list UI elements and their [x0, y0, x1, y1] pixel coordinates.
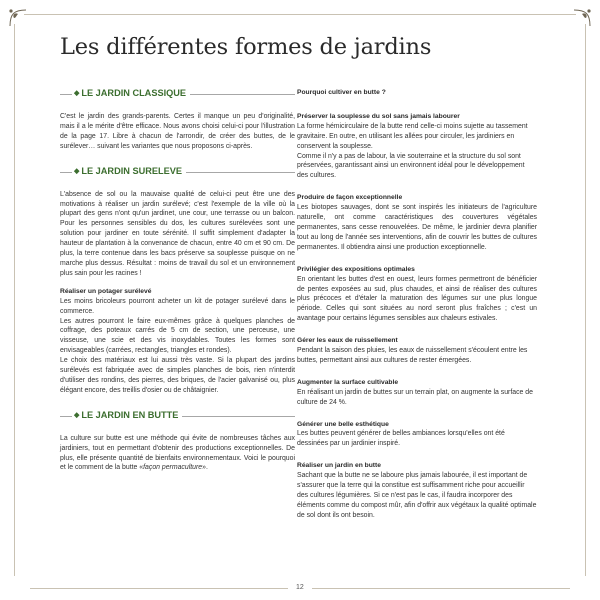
paragraph: La forme hémicirculaire de la butte rend celle-ci moins sujette au tassement gravitaire. En outre, en utilisant les allées pour circuler, les jardiniers en conservent la souplesse.: [297, 122, 528, 150]
item-title: Gérer les eaux de ruissellement: [297, 337, 398, 345]
paragraph: En réalisant un jardin de buttes sur un terrain plat, on augmente la surface de culture de 24 %.: [297, 388, 533, 406]
footer-line-left: [30, 588, 288, 589]
subheading: Réaliser un jardin en butte: [297, 462, 381, 470]
frame-top-line: [24, 14, 576, 15]
section-heading-butte: [60, 410, 295, 424]
item-title: Générer une belle esthétique: [297, 420, 389, 428]
corner-ornament-icon: [6, 6, 28, 28]
subheading: Réaliser un potager surélevé: [60, 287, 152, 295]
paragraph: Les buttes peuvent générer de belles ambiances lorsqu'elles ont été dessinées par un jardinier inspiré.: [297, 430, 505, 448]
corner-ornament-icon: [572, 6, 594, 28]
section-title: LE JARDIN CLASSIQUE: [81, 88, 187, 98]
paragraph: Les autres pourront le faire eux-mêmes grâce à quelques planches de coffrage, des poteaux carrés de 5 cm de section, une perceuse, une visseuse, une scie et des vis inoxydables. Toutes les formes sont envisageables (carrées, rectangles, triangles et rondes).: [60, 317, 295, 355]
section-heading-sureleve: [60, 166, 295, 180]
bullet-icon: ◆: [74, 90, 80, 97]
paragraph: Comme il n'y a pas de labour, la vie souterraine et la structure du sol sont préservées, garantissant ainsi un environnent idéal pour le développement des cultures.: [297, 152, 525, 180]
footer-line-right: [312, 588, 570, 589]
bullet-icon: ◆: [74, 167, 80, 175]
paragraph: L'absence de sol ou la mauvaise qualité de celui-ci peut être une des motivations à réaliser un jardin surélevé; c'est l'exemple de la ville où la plupart des gens n'ont qu'un jardinet, une cour, une terrasse ou un balcon. Pour les personnes sensibles du dos, les cultures surélevées sont une solution pour jardiner en toute sérénité. Il suffit simplement d'adapter la hauteur de plantation à la convenance de chacun, entre 40 cm et 90 cm. De plus, la terre contenue dans les bacs préserve sa souplesse puisque on ne marche plus dessus. Résultat : moins de travail du sol et un environnement plus sain pour les racines !: [60, 190, 295, 277]
item-title: Privilégier des expositions optimales: [297, 265, 415, 273]
paragraph: Les biotopes sauvages, dont se sont inspirés les initiateurs de l'agriculture naturelle, ont comme caractéristiques des couvertures végétales permanentes, sans cesse renouvelées. De même, le jardinier devra planifier tout au long de l'année ses interventions, afin de couvrir les buttes de cultures permanentes. Il obtiendra ainsi une production exceptionnelle.: [297, 204, 537, 251]
item-title: Produire de façon exceptionnelle: [297, 194, 403, 202]
right-column: [297, 82, 537, 521]
left-column: [60, 82, 295, 473]
paragraph: En orientant les buttes d'est en ouest, leurs formes permettront de bénéficier de pentes exposées au sud, plus chaudes, et ainsi de réaliser des cultures plus précoces et d'étaler la maturation des légumes sur une plus longue période. Celles qui sont situées au nord seront plus fraîches ; c'est un avantage pour certains légumes sensibles aux chaleurs estivales.: [297, 275, 537, 323]
page-title: Les différentes formes de jardins: [60, 34, 432, 60]
frame-left-line: [14, 24, 15, 576]
paragraph: C'est le jardin des grands-parents. Certes il manque un peu d'originalité, mais il a le mérite d'être efficace. Nous avons choisi celui-ci pour l'illustration de la page 17. Libre à chacun de l'arrondir, de créer des buttes, de le surélever… suivant les variantes que nous proposons ci-après.: [60, 113, 295, 150]
item-title: Préserver la souplesse du sol sans jamais labourer: [297, 112, 460, 120]
bullet-icon: ◆: [74, 411, 80, 419]
paragraph: La culture sur butte est une méthode qui évite de nombreuses tâches aux jardiniers, tout en permettant d'obtenir des productions exceptionnelles. De plus, elle présente quantité de bienfaits environnementaux. Voici le pourquoi et le comment de la butte «façon permaculture».: [60, 434, 295, 472]
item-title: Augmenter la surface cultivable: [297, 378, 399, 386]
paragraph: Le choix des matériaux est lui aussi très vaste. Si la plupart des jardins surélevés est fabriquée avec de simples planches de bois, rien n'interdit d'utiliser des rondins, des pierres, des briques, de l'acier galvanisé ou, plus élégant encore, des treillis d'osier ou de châtaignier.: [60, 357, 295, 394]
paragraph: Pendant la saison des pluies, les eaux de ruissellement s'écoulent entre les buttes, permettant ainsi aux cultures de rester émergées.: [297, 347, 528, 364]
section-title: LE JARDIN SURELEVE: [81, 165, 182, 176]
section-title: LE JARDIN EN BUTTE: [81, 409, 179, 420]
paragraph: Les moins bricoleurs pourront acheter un kit de potager surélevé dans le commerce.: [60, 297, 295, 315]
paragraph: Sachant que la butte ne se laboure plus jamais labourée, il est important de s'assurer que la terre qui la constitue est suffisamment riche pour accueillir des cultures légumières. Si ce n'est pas le cas, il faudra incorporer des éléments comme du compost mûr, afin d'offrir aux végétaux la qualité optimale de sol dont ils ont besoin.: [297, 472, 537, 519]
subheading: Pourquoi cultiver en butte ?: [297, 89, 386, 96]
page-number: 12: [296, 584, 304, 591]
section-heading-classique: [60, 88, 295, 102]
frame-right-line: [585, 24, 586, 576]
